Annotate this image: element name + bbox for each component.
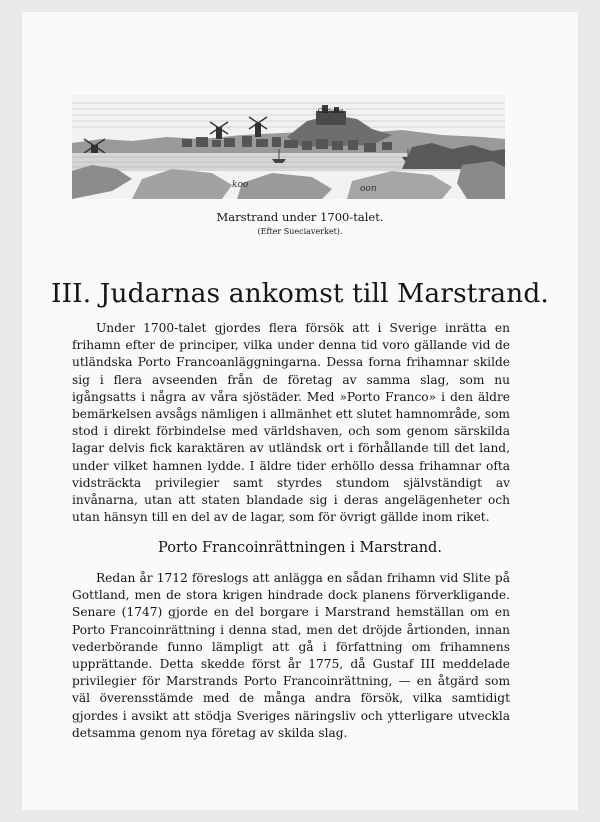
engraving-drawing [72, 95, 505, 199]
figure-caption: Marstrand under 1700-talet. [216, 210, 384, 224]
marstrand-engraving [72, 95, 505, 199]
section-heading: Porto Francoinrättningen i Marstrand. [158, 540, 442, 556]
paragraph-2: Redan år 1712 föreslogs att anlägga en sådan frihamn vid Slite på Gottland, men de stora krigen hindrade dock planens förverkligande. Senare (1747) gjorde en del borgare i Marstrand hemställan om en Porto Francoinrättning i denna stad, men det dröjde årtionden, innan vederbörande funno lämpligt att gå i författning om frihamnens upprättande. Detta skedde först år 1775, då Gustaf III meddelade privilegier för Marstrands Porto Francoinrättning, — en åtgärd som väl överensstämde med de många andra försök, vilka samtidigt gjordes i avsikt att stödja Sveriges näringsliv och ytterligare utveckla detsamma genom nya företag av skilda slag. [72, 571, 510, 740]
figure-source: (Efter Sueciaverket). [257, 227, 343, 236]
paragraph-1: Under 1700-talet gjordes flera försök att i Sverige inrätta en frihamn efter de principer, vilka under denna tid voro gällande vid de utländska Porto Francoanläggningarna. Dessa forna frihamnar skilde sig i flera avseenden från de företag av samma slag, som nu igångsatts i några av våra sjöstäder. Med »Porto Franco» i den äldre bemärkelsen avsågs nämligen i allmänhet ett slutet hamnområde, som stod i direkt förbindelse med världshaven, och som genom särskilda lagar delvis fick karaktären av utländsk ort i förhållande till det land, under vilket hamnen lydde. I äldre tider erhöllo dessa frihamnar ofta vidsträckta privilegier samt styrdes stundom självständigt av invånarna, utan att staten blandade sig i deras angelägenheter och utan hänsyn till en del av de lagar, som för övrigt gällde inom riket. [72, 321, 510, 525]
book-page [22, 12, 578, 810]
chapter-title: III. Judarnas ankomst till Marstrand. [51, 278, 549, 309]
fort-label: Carlsten [318, 108, 344, 115]
engraving-word-left: koo [232, 180, 249, 190]
engraving-word-right: oon [360, 184, 377, 194]
